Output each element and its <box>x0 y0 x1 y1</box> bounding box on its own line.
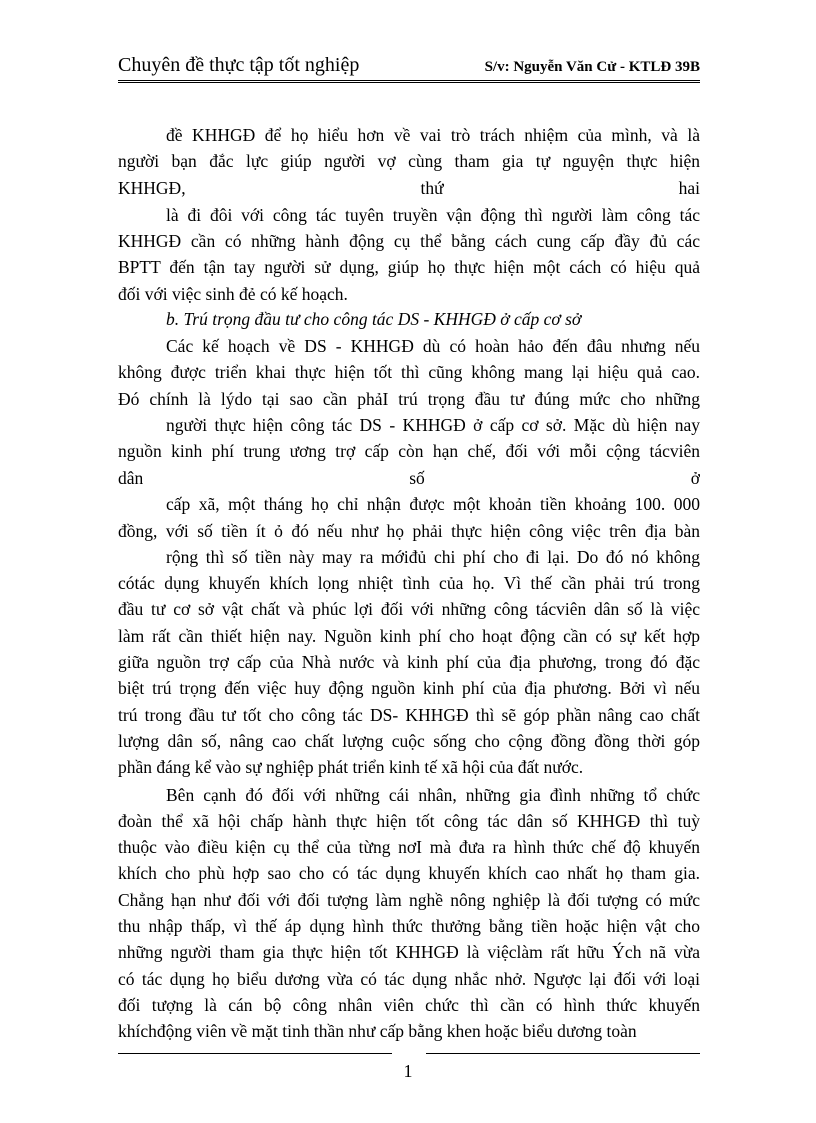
text-line: phần đáng kể vào sự nghiệp phát triển kinh tế xã hội của đất nước. <box>118 757 584 777</box>
text-line: Đó chính là lýdo tại sao cần phảI trú trọng đầu tư đúng mức cho những <box>118 389 700 409</box>
text-line: rộng thì số tiền này may ra mớiđủ chi phí cho đi lại. Do đó nó không <box>166 547 700 567</box>
text-line: đồng, với số tiền ít ỏ đó nếu như họ phải thực hiện công việc trên địa bàn <box>118 521 700 541</box>
header-title: Chuyên đề thực tập tốt nghiệp <box>118 54 360 76</box>
text-line: là đi đôi với công tác tuyên truyền vận động thì người làm công tác <box>166 205 700 225</box>
text-line: KHHGĐ, thứ hai <box>118 178 700 198</box>
text-line: b. Trú trọng đầu tư cho công tác DS - KHHGĐ ở cấp cơ sở <box>166 309 582 329</box>
text-line: đầu tư cơ sở vật chất và phúc lợi đối với những công tácviên dân số là việc <box>118 599 700 619</box>
footer-rule-right <box>426 1053 700 1054</box>
text-line: trú trong đầu tư tốt cho công tác DS- KHHGĐ thì sẽ góp phần nâng cao chất <box>118 705 700 725</box>
text-line: đoàn thể xã hội chấp hành thực hiện tốt công tác dân số KHHGĐ thì tuỳ <box>118 811 700 831</box>
text-line: đối tượng là cán bộ công nhân viên chức thì cần có hình thức khuyến <box>118 995 700 1015</box>
text-line: BPTT đến tận tay người sử dụng, giúp họ thực hiện một cách có hiệu quả <box>118 257 700 277</box>
text-line: Các kế hoạch về DS - KHHGĐ dù có hoàn hảo đến đâu nhưng nếu <box>166 336 700 356</box>
text-line: những người tham gia thực hiện tốt KHHGĐ là việclàm rất hữu Ých nã vừa <box>118 942 700 962</box>
text-line: nguồn kinh phí trung ương trợ cấp còn hạn chế, đối với mỗi cộng tácviên <box>118 441 700 461</box>
text-line: cấp xã, một tháng họ chỉ nhận được một khoản tiền khoảng 100. 000 <box>166 494 700 514</box>
text-line: giữa nguồn trợ cấp của Nhà nước và kinh phí của địa phương, trong đó đặc <box>118 652 700 672</box>
text-line: đối với việc sinh đẻ có kế hoạch. <box>118 284 348 304</box>
page-header <box>118 50 700 83</box>
text-line: Bên cạnh đó đối với những cái nhân, những gia đình những tổ chức <box>166 785 700 805</box>
text-line: lượng dân số, nâng cao chất lượng cuộc sống cho cộng đồng đồng thời góp <box>118 731 700 751</box>
text-line: có tác dụng họ biểu dương vừa có tác dụng nhắc nhở. Ngược lại đối với loại <box>118 969 700 989</box>
text-line: khích cho phù hợp sao cho có tác dụng khuyến khích cao nhất họ tham gia. <box>118 863 700 883</box>
text-line: người bạn đắc lực giúp người vợ cùng tham gia tự nguyện thực hiện <box>118 151 700 171</box>
text-line: Chẳng hạn như đối với đối tượng làm nghề nông nghiệp là đối tượng có mức <box>118 890 700 910</box>
text-line: KHHGĐ cần có những hành động cụ thể bằng cách cung cấp đầy đủ các <box>118 231 700 251</box>
text-line: làm rất cần thiết hiện nay. Nguồn kinh phí cho hoạt động cần có sự kết hợp <box>118 626 700 646</box>
footer-rule-left <box>118 1053 392 1054</box>
text-line: cótác dụng khuyến khích lọng nhiệt tình của họ. Vì thế cần phải trú trong <box>118 573 700 593</box>
page-number: 1 <box>403 1061 413 1081</box>
text-line: thuộc vào điều kiện cụ thể của từng nơI mà đưa ra hình thức chế độ khuyến <box>118 837 700 857</box>
header-author: S/v: Nguyễn Văn Cử - KTLĐ 39B <box>484 59 700 75</box>
text-line: biệt trú trọng đến việc huy động nguồn kinh phí của địa phương. Bởi vì nếu <box>118 678 700 698</box>
text-line: người thực hiện công tác DS - KHHGĐ ở cấp cơ sở. Mặc dù hiện nay <box>166 415 700 435</box>
text-line: đề KHHGĐ để họ hiểu hơn về vai trò trách nhiệm của mình, và là <box>166 125 700 145</box>
text-line: không được triển khai thực hiện tốt thì cũng không mang lại hiệu quả cao. <box>118 362 700 382</box>
text-line: thu nhập thấp, vì thế áp dụng hình thức thưởng bằng tiền hoặc hiện vật cho <box>118 916 700 936</box>
text-line: khíchđộng viên về mặt tinh thần như cấp bằng khen hoặc biểu dương toàn <box>118 1021 637 1041</box>
text-line: dân số ở <box>118 468 700 488</box>
